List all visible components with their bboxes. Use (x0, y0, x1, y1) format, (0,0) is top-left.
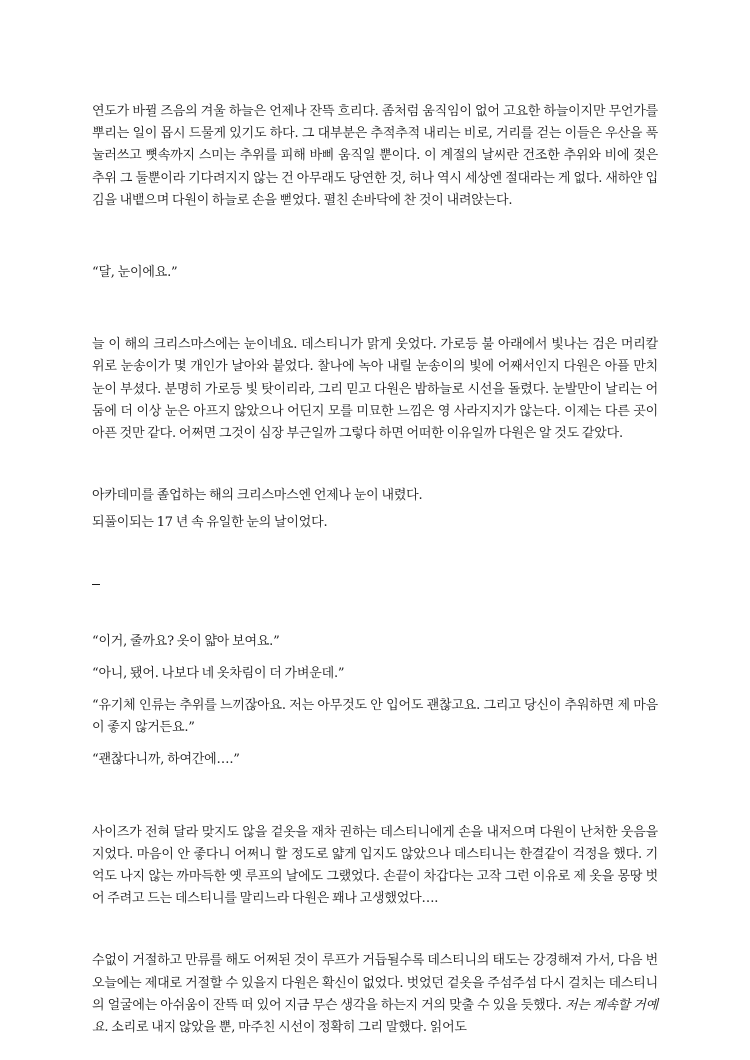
paragraph-5: 사이즈가 전혀 달라 맞지도 않을 겉옷을 재차 권하는 데스티니에게 손을 내저으며 다원이 난처한 웃음을 지었다. 마음이 안 좋다니 어쩌니 할 정도로 얇게 입지도 않았으나 데스티니는 한결같이 걱정을 했다. 기억도 나지 않는 까마득한 옛 루프의 날에도 그랬었다. 손끝이 차갑다는 고작 그런 이유로 제 옷을 몽땅 벗어 주려고 드는 데스티니를 말리느라 다원은 꽤나 고생했었다…. (92, 824, 658, 907)
paragraph-6 (92, 950, 658, 1039)
dialogue-line: “유기체 인류는 추위를 느끼잖아요. 저는 아무것도 안 입어도 괜찮고요. 그리고 당신이 추워하면 제 마음이 좋지 않거든요.” (92, 698, 658, 736)
dialogue-line: “아니, 됐어. 나보다 네 옷차림이 더 가벼운데.” (92, 665, 345, 681)
paragraph-1: 연도가 바뀔 즈음의 겨울 하늘은 언제나 잔뜩 흐리다. 좀처럼 움직임이 없어 고요한 하늘이지만 무언가를 뿌리는 일이 몹시 드물게 있기도 하다. 그 대부분은 추적추적 내리는 비로, 거리를 걷는 이들은 우산을 푹 눌러쓰고 뼛속까지 스미는 추위를 피해 바삐 움직일 뿐이다. 이 계절의 날씨란 건조한 추위와 비에 젖은 추위 그 둘뿐이라 기다려지지 않는 건 아무래도 당연한 것, 허나 역시 세상엔 절대라는 게 없다. 새하얀 입김을 내뱉으며 다원이 하늘로 손을 뻗었다. 펼친 손바닥에 찬 것이 내려앉는다. (92, 104, 658, 208)
dialogue-line: “괜찮다니까, 하여간에….” (92, 752, 240, 768)
paragraph-2: 늘 이 해의 크리스마스에는 눈이네요. 데스티니가 맑게 웃었다. 가로등 불 아래에서 빛나는 검은 머리칼 위로 눈송이가 몇 개인가 날아와 붙었다. 찰나에 녹아 내릴 눈송이의 빛에 어째서인지 다원은 아플 만치 눈이 부셨다. 분명히 가로등 빛 탓이리라, 그리 믿고 다원은 밤하늘로 시선을 돌렸다. 눈발만이 날리는 어둠에 더 이상 눈은 아프지 않았으나 어딘지 모를 미묘한 느낌은 영 사라지지가 않는다. 이제는 다른 곳이 아픈 것만 같다. 어쩌면 그것이 심장 부근일까 그렇다 하면 어떠한 이유일까 다원은 알 것도 같았다. (92, 337, 658, 442)
paragraph-6-italic-thought: 저는 계속할 거예요. (92, 997, 659, 1036)
dialogue-line: “달, 눈이에요.” (92, 265, 178, 281)
paragraph-6-text-a: 수없이 거절하고 만류를 해도 어쩌된 것이 루프가 거듭될수록 데스티니의 태도는 강경해져 가서, 다음 번 오늘에는 제대로 거절할 수 있을지 다원은 확신이 없었다. 벗었던 겉옷을 주섬주섬 다시 걸치는 데스티니의 얼굴에는 아쉬움이 잔뜩 떠 있어 지금 무슨 생각을 하는지 거의 맞출 수 있을 듯했다. (92, 953, 658, 1013)
section-divider (92, 572, 658, 594)
paragraph-4: 되풀이되는 17 년 속 유일한 눈의 날이었다. (92, 515, 328, 531)
paragraph-6-text-b: 소리로 내지 않았을 뿐, 마주친 시선이 정확히 그리 말했다. 읽어도 (108, 1020, 467, 1036)
dialogue-line: “이거, 줄까요? 옷이 얇아 보여요.” (92, 633, 280, 649)
paragraph-3: 아카데미를 졸업하는 해의 크리스마스엔 언제나 눈이 내렸다. (92, 488, 423, 504)
